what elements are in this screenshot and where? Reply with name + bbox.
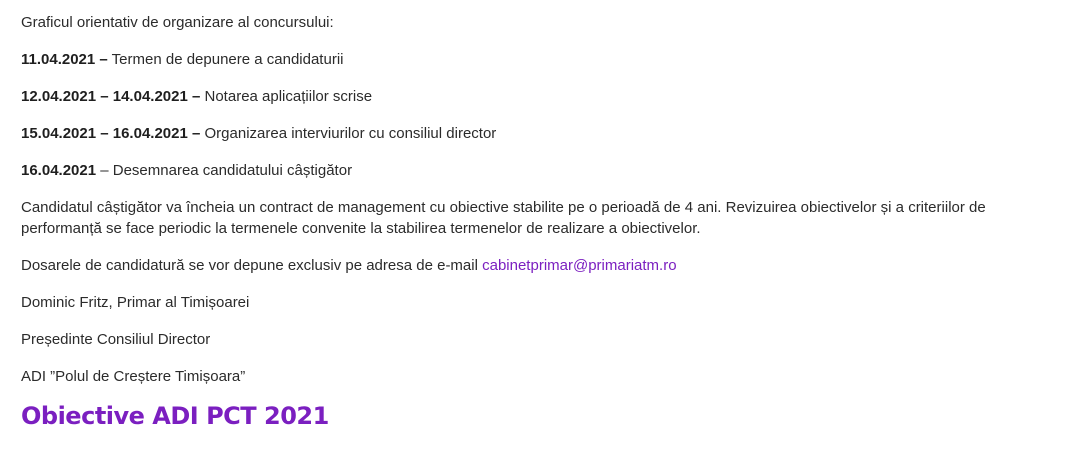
email-link[interactable]: cabinetprimar@primariatm.ro (482, 257, 677, 274)
schedule-description: – Desemnarea candidatului câștigător (96, 162, 353, 179)
schedule-description: Termen de depunere a candidaturii (107, 51, 344, 68)
section-heading: Obiective ADI PCT 2021 (21, 402, 329, 430)
schedule-item-deadline (21, 49, 1053, 70)
schedule-item-winner (21, 160, 1053, 181)
signature-org: ADI ”Polul de Creștere Timișoara” (21, 368, 246, 385)
submission-text: Dosarele de candidatură se vor depune exclusiv pe adresa de e-mail (21, 257, 483, 274)
schedule-item-evaluation (21, 86, 1053, 107)
schedule-date: 15.04.2021 – 16.04.2021 – (21, 125, 201, 142)
contract-paragraph: Candidatul câștigător va încheia un contract de management cu obiective stabilite pe o perioadă de 4 ani. Revizuirea obiectivelor și a criteriilor de performanță se face periodic la termenele convenite la stabilirea termenelor de realizare a obiectivelor. (21, 199, 986, 237)
signature-name: Dominic Fritz, Primar al Timișoarei (21, 294, 250, 311)
signature-role: Președinte Consiliul Director (21, 331, 211, 348)
schedule-description: Notarea aplicațiilor scrise (200, 88, 373, 105)
schedule-date: 11.04.2021 – (21, 51, 108, 68)
schedule-item-interviews (21, 123, 1053, 144)
schedule-date: 12.04.2021 – 14.04.2021 – (21, 88, 201, 105)
schedule-date: 16.04.2021 (21, 162, 97, 179)
schedule-description: Organizarea interviurilor cu consiliul director (200, 125, 497, 142)
schedule-intro: Graficul orientativ de organizare al concursului: (21, 14, 334, 31)
submission-paragraph (21, 255, 1053, 276)
